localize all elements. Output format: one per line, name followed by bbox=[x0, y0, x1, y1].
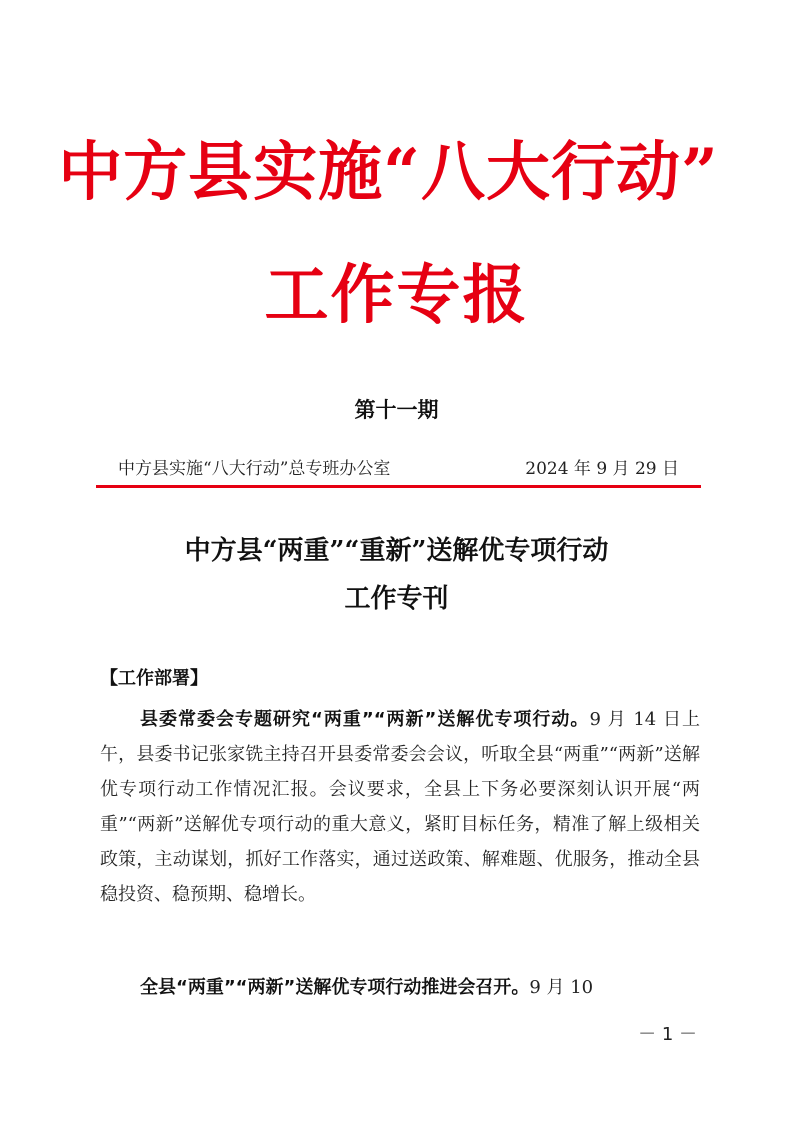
paragraph-2-lead: 全县“两重”“两新”送解优专项行动推进会召开。 bbox=[140, 977, 530, 998]
masthead-title-line2: 工作专报 bbox=[264, 258, 529, 333]
issue-date: 2024 年 9 月 29 日 bbox=[525, 459, 679, 479]
paragraph-2 bbox=[100, 970, 700, 1005]
headline-line1: 中方县“两重”“重新”送解优专项行动 bbox=[184, 536, 609, 566]
issuer-office: 中方县实施“八大行动”总专班办公室 bbox=[118, 459, 391, 479]
red-divider bbox=[96, 485, 701, 488]
paragraph-1 bbox=[100, 702, 700, 912]
masthead-title-line1: 中方县实施“八大行动” bbox=[58, 135, 719, 210]
issue-number: 第十一期 bbox=[354, 398, 439, 422]
paragraph-2-body: 9 月 10 bbox=[529, 977, 594, 998]
section-label: 【工作部署】 bbox=[100, 668, 208, 689]
page-number: － 1 － bbox=[638, 1024, 697, 1045]
paragraph-1-body: 9 月 14 日上午，县委书记张家铣主持召开县委常委会会议，听取全县“两重”“两新”送解优专项行动工作情况汇报。会议要求，全县上下务必要深刻认识开展“两重”“两新”送解优专项行动的重大意义，紧盯目标任务，精准了解上级相关政策，主动谋划，抓好工作落实，通过送政策、解难题、优服务，推动全县稳投资、稳预期、稳增长。 bbox=[100, 709, 700, 905]
paragraph-1-lead: 县委常委会专题研究“两重”“两新”送解优专项行动。 bbox=[140, 709, 590, 730]
issuer-line bbox=[96, 454, 701, 479]
headline-line2: 工作专刊 bbox=[344, 584, 449, 614]
